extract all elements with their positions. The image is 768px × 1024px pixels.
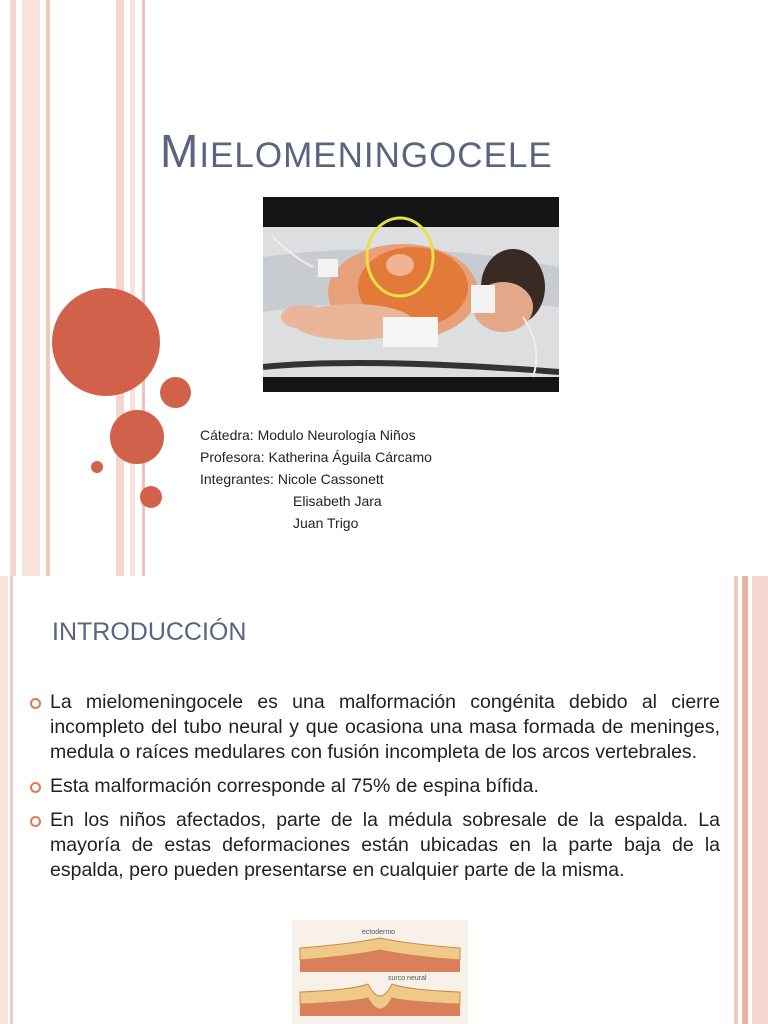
- integrantes-line: Elisabeth Jara: [293, 493, 382, 509]
- decor-stripe: [116, 0, 124, 576]
- decor-circle: [110, 410, 164, 464]
- decor-stripe: [0, 576, 8, 1024]
- decor-circle: [140, 486, 162, 508]
- decor-stripe: [46, 0, 50, 576]
- newborn-photo: [263, 197, 559, 392]
- list-item: Esta malformación corresponde al 75% de espina bífida.: [30, 774, 720, 799]
- decor-stripe: [130, 0, 135, 576]
- decor-stripe: [22, 0, 40, 576]
- bullet-list: [30, 690, 720, 892]
- section-title: INTRODUCCIÓN: [52, 618, 247, 646]
- svg-text:ectodermo: ectodermo: [362, 929, 396, 936]
- bullet-circle-icon: [30, 816, 41, 827]
- decor-stripe: [734, 576, 738, 1024]
- decor-circle: [160, 377, 191, 408]
- decor-circle: [91, 461, 103, 473]
- bullet-circle-icon: [30, 698, 41, 709]
- svg-text:surco neural: surco neural: [388, 975, 427, 982]
- list-item: En los niños afectados, parte de la médula sobresale de la espalda. La mayoría de estas deformaciones están ubicadas en la parte baja de la espalda, pero pueden presentarse en cualquier parte de la misma.: [30, 808, 720, 883]
- decor-stripe: [752, 576, 768, 1024]
- decor-circle: [52, 288, 160, 396]
- decor-stripe: [10, 0, 16, 576]
- bullet-circle-icon: [30, 782, 41, 793]
- neural-tube-diagram: [292, 920, 468, 1024]
- list-item: La mielomeningocele es una malformación congénita debido al cierre incompleto del tubo neural y que ocasiona una masa formada de meninges, medula o raíces medulares con fusión incompleta de los arcos vertebrales.: [30, 690, 720, 765]
- slide-title: MIELOMENINGOCELE: [160, 125, 553, 177]
- profesora-line: Profesora: Katherina Águila Cárcamo: [200, 449, 432, 465]
- integrantes-line: Integrantes: Nicole Cassonett: [200, 471, 384, 487]
- catedra-line: Cátedra: Modulo Neurología Niños: [200, 427, 416, 443]
- decor-stripe: [10, 576, 13, 1024]
- integrantes-line: Juan Trigo: [293, 515, 359, 531]
- credits-block: [200, 424, 432, 534]
- decor-stripe: [742, 576, 748, 1024]
